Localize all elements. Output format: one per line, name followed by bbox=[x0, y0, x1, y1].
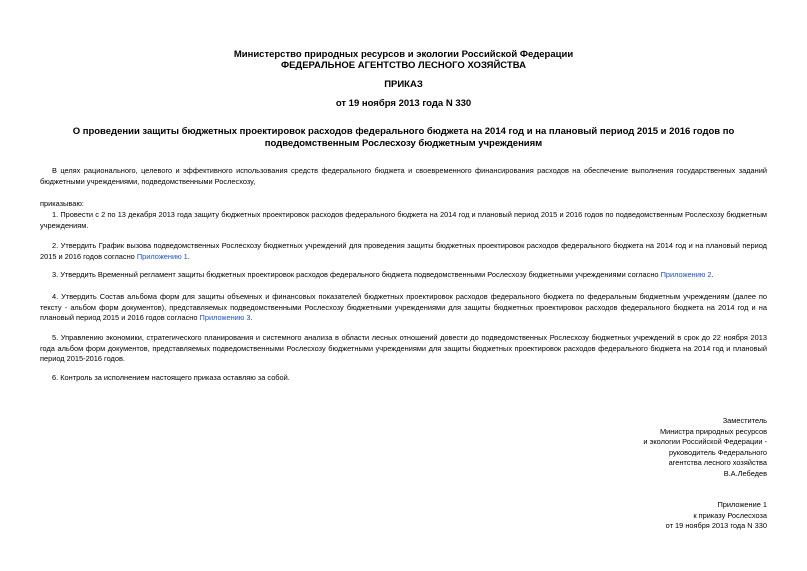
signature-line-4: руководитель Федерального bbox=[669, 447, 767, 457]
signatory-name: В.А.Лебедев bbox=[723, 468, 767, 478]
item-2-text: 2. Утвердить График вызова подведомственных Рослесхозу бюджетных учреждений для проведения защиты бюджетных проектировок расходов федерального бюджета на 2014 год и на плановый период 2015 и 2016 годов согласно bbox=[40, 241, 767, 261]
item-6-paragraph: 6. Контроль за исполнением настоящего приказа оставляю за собой. bbox=[52, 373, 290, 382]
appendix-2-link[interactable]: Приложению 2 bbox=[660, 270, 712, 279]
item-2-paragraph bbox=[40, 241, 767, 262]
item-4-end: . bbox=[250, 313, 253, 322]
document-title: О проведении защиты бюджетных проектировок расходов федерального бюджета на 2014 год и на плановый период 2015 и 2016 годов по подведомственным Рослесхозу бюджетным учреждениям bbox=[72, 126, 735, 149]
agency-name: ФЕДЕРАЛЬНОЕ АГЕНТСТВО ЛЕСНОГО ХОЗЯЙСТВА bbox=[280, 60, 526, 71]
appendix-line-1: Приложение 1 bbox=[717, 500, 767, 509]
appendix-line-3: от 19 ноября 2013 года N 330 bbox=[665, 521, 767, 530]
signature-block bbox=[517, 416, 767, 479]
document-type: ПРИКАЗ bbox=[384, 79, 423, 90]
item-4-text: 4. Утвердить Состав альбома форм для защиты объемных и финансовых показателей бюджетных проектировок расходов федерального бюджета по федеральным бюджетным учреждениям (далее по тексту - альбом форм документов), представляемых подведомственными Рослесхозу бюджетными учреждениями для защиты бюджетных проектировок расходов федерального бюджета на 2014 год и на плановый период 2015 и 2016 годов согласно bbox=[40, 292, 767, 322]
item-2-end: . bbox=[187, 251, 190, 261]
appendix-3-link[interactable]: Приложению 3 bbox=[199, 313, 251, 322]
appendix-header bbox=[517, 500, 767, 532]
item-1-paragraph: 1. Провести с 2 по 13 декабря 2013 года защиту бюджетных проектировок расходов федерального бюджета на 2014 год и плановый период 2015 и 2016 годов по подведомственным Рослесхозу бюджетным учреждениям. bbox=[40, 210, 767, 230]
item-3-end: . bbox=[711, 270, 714, 279]
signature-line-3: и экологии Российской Федерации - bbox=[643, 437, 767, 446]
order-word: приказываю: bbox=[40, 199, 84, 208]
signature-line-1: Заместитель bbox=[722, 416, 767, 425]
document-date: от 19 ноября 2013 года N 330 bbox=[335, 98, 472, 109]
appendix-1-link[interactable]: Приложению 1 bbox=[136, 251, 188, 261]
preamble-paragraph: В целях рационального, целевого и эффективного использования средств федерального бюджета и своевременного финансирования расходов на обеспечение выполнения государственных заданий бюджетными учреждениями, подведомственными Рослесхозу, bbox=[40, 166, 767, 186]
item-3-paragraph bbox=[40, 270, 767, 281]
item-3-text: 3. Утвердить Временный регламент защиты бюджетных проектировок расходов федерального бюджета подведомственными Рослесхозу бюджетными учреждениями согласно bbox=[52, 270, 661, 279]
signature-line-5: агентства лесного хозяйства bbox=[668, 458, 767, 467]
ministry-name: Министерство природных ресурсов и экологии Российской Федерации bbox=[233, 49, 574, 60]
appendix-line-2: к приказу Рослесхоза bbox=[693, 510, 767, 520]
item-5-paragraph: 5. Управлению экономики, стратегического планирования и системного анализа в области лесных отношений довести до подведомственных Рослесхозу бюджетных учреждений в срок до 22 ноября 2013 года альбом форм документов, представляемых подведомственными Рослесхозу бюджетными учреждениями для защиты бюджетных проектировок расходов федерального бюджета на 2014 год и плановый период 2015-2016 годов. bbox=[40, 333, 767, 363]
item-4-paragraph bbox=[40, 292, 767, 324]
signature-line-2: Министра природных ресурсов bbox=[659, 426, 767, 436]
